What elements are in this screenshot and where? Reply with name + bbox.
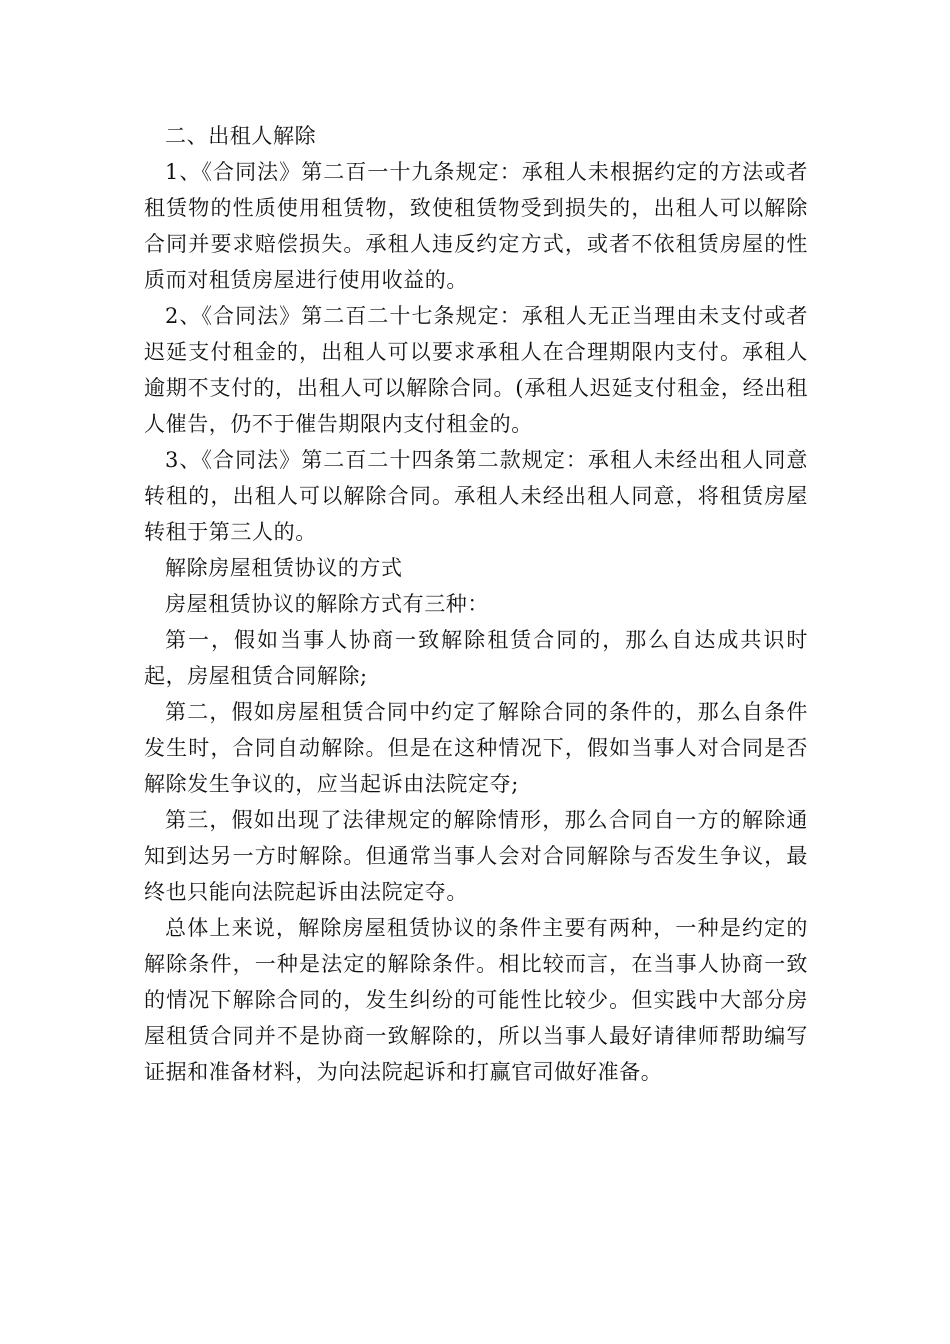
paragraph-clause-2: 2、《合同法》第二百二十七条规定：承租人无正当理由未支付或者迟延支付租金的，出租人可以要求承租人在合理期限内支付。承租人逾期不支付的，出租人可以解除合同。(承租人迟延支付租金，经出租人催告，仍不于催告期限内支付租金的。: [144, 304, 808, 436]
paragraph-method-3: 第三，假如出现了法律规定的解除情形，那么合同自一方的解除通知到达另一方时解除。但通常当事人会对合同解除与否发生争议，最终也只能向法院起诉由法院定夺。: [144, 808, 808, 904]
paragraph-clause-3: 3、《合同法》第二百二十四条第二款规定：承租人未经出租人同意转租的，出租人可以解除合同。承租人未经出租人同意，将租赁房屋转租于第三人的。: [144, 448, 808, 544]
section-heading-lessor-termination: 二、出租人解除: [165, 124, 317, 148]
paragraph-clause-1: 1、《合同法》第二百一十九条规定：承租人未根据约定的方法或者租赁物的性质使用租赁物，致使租赁物受到损失的，出租人可以解除合同并要求赔偿损失。承租人违反约定方式，或者不依租赁房屋的性质而对租赁房屋进行使用收益的。: [144, 160, 808, 292]
document-body: [144, 118, 808, 1090]
paragraph-methods-intro: 房屋租赁协议的解除方式有三种：: [165, 592, 489, 616]
paragraph-method-1: 第一，假如当事人协商一致解除租赁合同的，那么自达成共识时起，房屋租赁合同解除;: [144, 628, 808, 688]
paragraph-method-2: 第二，假如房屋租赁合同中约定了解除合同的条件的，那么自条件发生时，合同自动解除。但是在这种情况下，假如当事人对合同是否解除发生争议的，应当起诉由法院定夺;: [144, 700, 808, 796]
section-heading-termination-methods: 解除房屋租赁协议的方式: [165, 556, 403, 580]
paragraph-summary: 总体上来说，解除房屋租赁协议的条件主要有两种，一种是约定的解除条件，一种是法定的解除条件。相比较而言，在当事人协商一致的情况下解除合同的，发生纠纷的可能性比较少。但实践中大部分房屋租赁合同并不是协商一致解除的，所以当事人最好请律师帮助编写证据和准备材料，为向法院起诉和打赢官司做好准备。: [144, 916, 808, 1084]
